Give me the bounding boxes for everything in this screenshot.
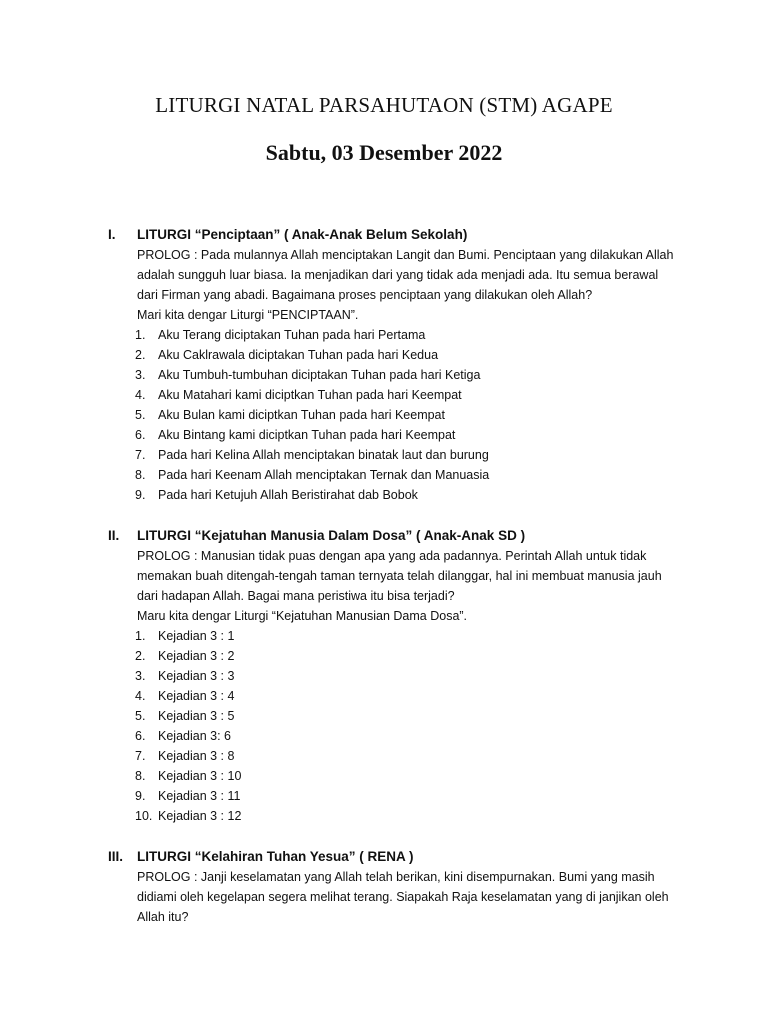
prolog-line: PROLOG : Pada mulannya Allah menciptakan Langit dan Bumi. Penciptaan yang dilakukan Allah bbox=[137, 248, 674, 262]
list-text: Aku Terang diciptakan Tuhan pada hari Pertama bbox=[158, 328, 426, 342]
document-date: Sabtu, 03 Desember 2022 bbox=[265, 140, 503, 165]
list-text: Kejadian 3: 6 bbox=[158, 729, 231, 743]
list-text: Aku Bintang kami diciptkan Tuhan pada hari Keempat bbox=[158, 428, 456, 442]
list-text: Kejadian 3 : 5 bbox=[158, 709, 235, 723]
prolog-line: adalah sungguh luar biasa. Ia menjadikan dari yang tidak ada menjadi ada. Itu semua berawal bbox=[137, 268, 659, 282]
list-text: Aku Matahari kami diciptkan Tuhan pada hari Keempat bbox=[158, 388, 462, 402]
prolog-line: Allah itu? bbox=[137, 910, 189, 924]
section-number: I. bbox=[108, 227, 116, 242]
prolog-line: Maru kita dengar Liturgi “Kejatuhan Manusian Dama Dosa”. bbox=[137, 609, 468, 623]
list-number: 9. bbox=[135, 488, 146, 502]
list-text: Aku Bulan kami diciptkan Tuhan pada hari Keempat bbox=[158, 408, 445, 422]
list-text: Aku Tumbuh-tumbuhan diciptakan Tuhan pada hari Ketiga bbox=[158, 368, 481, 382]
prolog-line: dari Firman yang abadi. Bagaimana proses penciptaan yang dilakukan oleh Allah? bbox=[137, 288, 593, 302]
section-title: LITURGI “Kejatuhan Manusia Dalam Dosa” ( Anak-Anak SD ) bbox=[137, 528, 526, 543]
list-number: 7. bbox=[135, 749, 146, 763]
list-number: 2. bbox=[135, 649, 146, 663]
list-text: Aku Caklrawala diciptakan Tuhan pada hari Kedua bbox=[158, 348, 439, 362]
prolog-line: memakan buah ditengah-tengah taman ternyata telah dilanggar, hal ini membuat manusia jauh bbox=[137, 569, 662, 583]
list-number: 1. bbox=[135, 328, 146, 342]
section-number: III. bbox=[108, 849, 124, 864]
list-number: 1. bbox=[135, 629, 146, 643]
list-number: 2. bbox=[135, 348, 146, 362]
list-text: Kejadian 3 : 2 bbox=[158, 649, 235, 663]
list-text: Kejadian 3 : 3 bbox=[158, 669, 235, 683]
list-number: 10. bbox=[135, 809, 153, 823]
list-number: 4. bbox=[135, 388, 146, 402]
list-text: Pada hari Kelina Allah menciptakan binatak laut dan burung bbox=[158, 448, 489, 462]
list-number: 3. bbox=[135, 368, 146, 382]
section-title: LITURGI “Penciptaan” ( Anak-Anak Belum Sekolah) bbox=[137, 227, 468, 242]
list-number: 5. bbox=[135, 709, 146, 723]
list-text: Kejadian 3 : 4 bbox=[158, 689, 235, 703]
list-number: 9. bbox=[135, 789, 146, 803]
list-number: 7. bbox=[135, 448, 146, 462]
section-number: II. bbox=[108, 528, 120, 543]
list-number: 8. bbox=[135, 769, 146, 783]
list-number: 5. bbox=[135, 408, 146, 422]
prolog-line: PROLOG : Janji keselamatan yang Allah telah berikan, kini disempurnakan. Bumi yang masih bbox=[137, 870, 655, 884]
list-number: 8. bbox=[135, 468, 146, 482]
list-number: 3. bbox=[135, 669, 146, 683]
document-title: LITURGI NATAL PARSAHUTAON (STM) AGAPE bbox=[155, 93, 613, 117]
list-text: Kejadian 3 : 8 bbox=[158, 749, 235, 763]
list-number: 6. bbox=[135, 729, 146, 743]
list-text: Kejadian 3 : 1 bbox=[158, 629, 235, 643]
list-text: Kejadian 3 : 11 bbox=[158, 789, 241, 803]
list-text: Pada hari Ketujuh Allah Beristirahat dab Bobok bbox=[158, 488, 418, 502]
list-number: 6. bbox=[135, 428, 146, 442]
list-text: Kejadian 3 : 10 bbox=[158, 769, 242, 783]
list-text: Pada hari Keenam Allah menciptakan Ternak dan Manuasia bbox=[158, 468, 490, 482]
prolog-line: didiami oleh kegelapan segera melihat terang. Siapakah Raja keselamatan yang di janjikan oleh bbox=[137, 890, 669, 904]
prolog-line: Mari kita dengar Liturgi “PENCIPTAAN”. bbox=[137, 308, 359, 322]
prolog-line: PROLOG : Manusian tidak puas dengan apa yang ada padannya. Perintah Allah untuk tidak bbox=[137, 549, 647, 563]
section-title: LITURGI “Kelahiran Tuhan Yesua” ( RENA ) bbox=[137, 849, 414, 864]
list-text: Kejadian 3 : 12 bbox=[158, 809, 242, 823]
list-number: 4. bbox=[135, 689, 146, 703]
prolog-line: dari hadapan Allah. Bagai mana peristiwa itu bisa terjadi? bbox=[137, 589, 455, 603]
